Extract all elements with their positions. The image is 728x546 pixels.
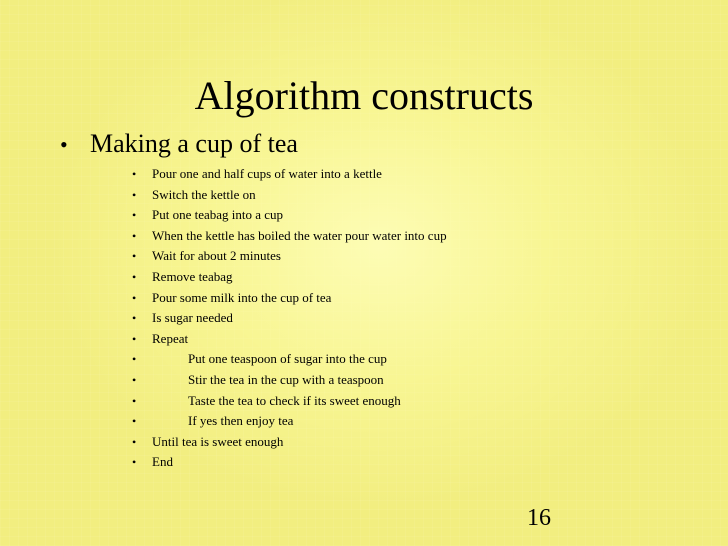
- step-text: Put one teaspoon of sugar into the cup: [188, 351, 387, 367]
- step-item: [132, 391, 447, 412]
- step-item: [132, 329, 447, 350]
- step-item: [132, 185, 447, 206]
- step-text: Put one teabag into a cup: [152, 207, 284, 223]
- bullet-icon: •: [132, 414, 137, 429]
- main-bullet-text: Making a cup of tea: [90, 129, 298, 158]
- step-item: [132, 267, 447, 288]
- step-text: Repeat: [152, 330, 189, 346]
- bullet-icon: •: [132, 434, 137, 449]
- step-item: [132, 349, 447, 370]
- step-text: Is sugar needed: [152, 310, 233, 326]
- step-item: [132, 308, 447, 329]
- step-item: [132, 370, 447, 391]
- step-list: [132, 164, 447, 473]
- bullet-icon: •: [132, 269, 137, 284]
- step-item: [132, 164, 447, 185]
- bullet-icon: •: [132, 393, 137, 408]
- step-item: [132, 452, 447, 473]
- step-text: Taste the tea to check if its sweet enough: [188, 392, 401, 408]
- step-item: [132, 205, 447, 226]
- bullet-icon: •: [132, 167, 137, 181]
- step-text: When the kettle has boiled the water pour water into cup: [152, 227, 447, 243]
- step-text: If yes then enjoy tea: [188, 413, 294, 429]
- step-item: [132, 288, 447, 309]
- step-text: Wait for about 2 minutes: [152, 248, 281, 264]
- step-text: Until tea is sweet enough: [152, 433, 284, 449]
- step-item: [132, 246, 447, 267]
- bullet-icon: •: [132, 290, 137, 305]
- bullet-icon: •: [132, 311, 137, 326]
- step-text: Stir the tea in the cup with a teaspoon: [188, 371, 384, 387]
- step-item: [132, 432, 447, 453]
- main-bullet: [60, 128, 298, 161]
- bullet-icon: •: [132, 228, 137, 243]
- step-text: Pour one and half cups of water into a kettle: [152, 166, 382, 181]
- bullet-icon: •: [60, 132, 68, 157]
- bullet-icon: •: [132, 187, 137, 202]
- bullet-icon: •: [132, 372, 137, 387]
- bullet-icon: •: [132, 249, 137, 264]
- step-item: [132, 411, 447, 432]
- bullet-icon: •: [132, 331, 137, 346]
- step-text: End: [152, 454, 173, 470]
- page-number: 16: [527, 505, 551, 531]
- bullet-icon: •: [132, 208, 137, 223]
- step-text: Pour some milk into the cup of tea: [152, 289, 332, 305]
- step-text: Switch the kettle on: [152, 186, 256, 202]
- bullet-icon: •: [132, 352, 137, 367]
- step-text: Remove teabag: [152, 268, 233, 284]
- step-item: [132, 226, 447, 247]
- slide-title: Algorithm constructs: [194, 73, 534, 118]
- bullet-icon: •: [132, 455, 137, 470]
